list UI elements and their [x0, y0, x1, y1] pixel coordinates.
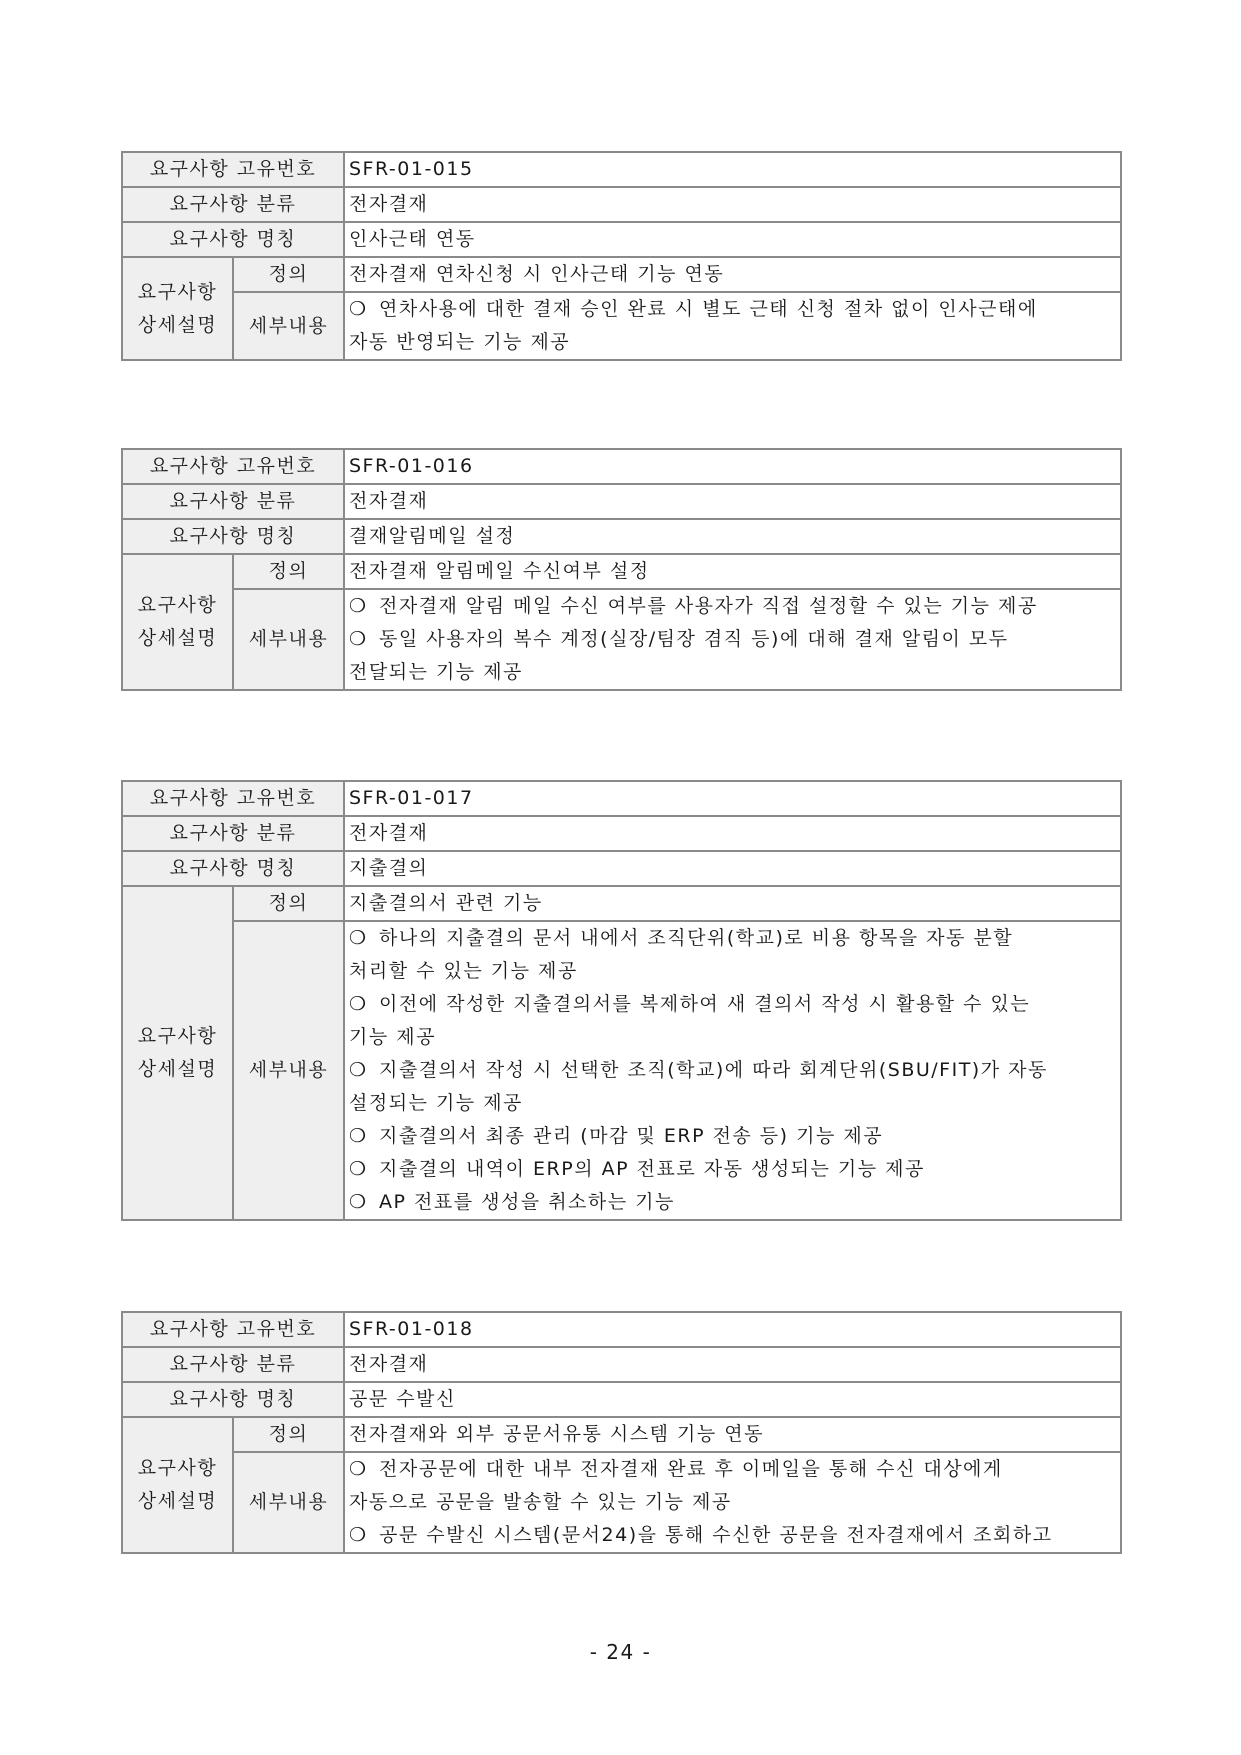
id-value: SFR-01-017: [344, 781, 1121, 816]
name-label: 요구사항 명칭: [122, 222, 344, 257]
requirement-table: [121, 780, 1122, 1221]
detail-label: 요구사항 상세설명: [122, 554, 233, 690]
id-value: SFR-01-016: [344, 449, 1121, 484]
requirement-table: [121, 151, 1122, 361]
definition-value: 전자결재 알림메일 수신여부 설정: [344, 554, 1121, 589]
category-label: 요구사항 분류: [122, 816, 344, 851]
details-label: 세부내용: [233, 292, 344, 360]
name-label: 요구사항 명칭: [122, 519, 344, 554]
detail-bullet: ❍ 지출결의 내역이 ERP의 AP 전표로 자동 생성되는 기능 제공: [349, 1158, 925, 1180]
definition-value: 전자결재와 외부 공문서유통 시스템 기능 연동: [344, 1417, 1121, 1452]
category-value: 전자결재: [344, 1347, 1121, 1382]
detail-bullet: ❍ 지출결의서 최종 관리 (마감 및 ERP 전송 등) 기능 제공: [349, 1125, 884, 1147]
details-label: 세부내용: [233, 1452, 344, 1553]
definition-value: 지출결의서 관련 기능: [344, 886, 1121, 921]
name-value: 공문 수발신: [344, 1382, 1121, 1417]
requirement-table: [121, 1311, 1122, 1554]
name-value: 결재알림메일 설정: [344, 519, 1121, 554]
details-list: ❍ 전자공문에 대한 내부 전자결재 완료 후 이메일을 통해 수신 대상에게 자동으로 공문을 발송할 수 있는 기능 제공 ❍ 공문 수발신 시스템(문서24)을 통해 수신한 공문을 전자결재에서 조회하고: [344, 1452, 1121, 1553]
id-label: 요구사항 고유번호: [122, 449, 344, 484]
details-label: 세부내용: [233, 921, 344, 1220]
detail-bullet: ❍ 동일 사용자의 복수 계정(실장/팀장 겸직 등)에 대해 결재 알림이 모두: [349, 628, 1009, 650]
detail-bullet: ❍ 연차사용에 대한 결재 승인 완료 시 별도 근태 신청 절차 없이 인사근태에: [349, 298, 1038, 320]
id-label: 요구사항 고유번호: [122, 781, 344, 816]
detail-bullet: ❍ 전자결재 알림 메일 수신 여부를 사용자가 직접 설정할 수 있는 기능 제공: [349, 595, 1038, 617]
category-label: 요구사항 분류: [122, 1347, 344, 1382]
id-value: SFR-01-015: [344, 152, 1121, 187]
detail-label: 요구사항 상세설명: [122, 886, 233, 1220]
category-value: 전자결재: [344, 484, 1121, 519]
definition-label: 정의: [233, 886, 344, 921]
detail-bullet: ❍ 전자공문에 대한 내부 전자결재 완료 후 이메일을 통해 수신 대상에게: [349, 1458, 1003, 1480]
name-value: 인사근태 연동: [344, 222, 1121, 257]
name-label: 요구사항 명칭: [122, 1382, 344, 1417]
category-value: 전자결재: [344, 187, 1121, 222]
id-label: 요구사항 고유번호: [122, 1312, 344, 1347]
category-value: 전자결재: [344, 816, 1121, 851]
name-label: 요구사항 명칭: [122, 851, 344, 886]
definition-label: 정의: [233, 257, 344, 292]
name-value: 지출결의: [344, 851, 1121, 886]
detail-label: 요구사항 상세설명: [122, 257, 233, 360]
details-list: ❍ 연차사용에 대한 결재 승인 완료 시 별도 근태 신청 절차 없이 인사근태에 자동 반영되는 기능 제공: [344, 292, 1121, 360]
details-list: ❍ 전자결재 알림 메일 수신 여부를 사용자가 직접 설정할 수 있는 기능 제공 ❍ 동일 사용자의 복수 계정(실장/팀장 겸직 등)에 대해 결재 알림이 모두 전달되는 기능 제공: [344, 589, 1121, 690]
definition-label: 정의: [233, 1417, 344, 1452]
definition-value: 전자결재 연차신청 시 인사근태 기능 연동: [344, 257, 1121, 292]
id-label: 요구사항 고유번호: [122, 152, 344, 187]
detail-bullet: ❍ 지출결의서 작성 시 선택한 조직(학교)에 따라 회계단위(SBU/FIT)가 자동: [349, 1059, 1048, 1081]
requirement-table: [121, 448, 1122, 691]
details-label: 세부내용: [233, 589, 344, 690]
category-label: 요구사항 분류: [122, 484, 344, 519]
detail-bullet: ❍ AP 전표를 생성을 취소하는 기능: [349, 1191, 675, 1213]
definition-label: 정의: [233, 554, 344, 589]
detail-bullet: ❍ 이전에 작성한 지출결의서를 복제하여 새 결의서 작성 시 활용할 수 있는: [349, 993, 1031, 1015]
detail-bullet: ❍ 하나의 지출결의 문서 내에서 조직단위(학교)로 비용 항목을 자동 분할: [349, 927, 1014, 949]
category-label: 요구사항 분류: [122, 187, 344, 222]
id-value: SFR-01-018: [344, 1312, 1121, 1347]
detail-bullet: ❍ 공문 수발신 시스템(문서24)을 통해 수신한 공문을 전자결재에서 조회하고: [349, 1524, 1053, 1546]
details-list: ❍ 하나의 지출결의 문서 내에서 조직단위(학교)로 비용 항목을 자동 분할 처리할 수 있는 기능 제공 ❍ 이전에 작성한 지출결의서를 복제하여 새 결의서 작성 시 활용할 수 있는 기능 제공 ❍ 지출결의서 작성 시 선택한 조직(학교)에 따라 회계단위(SBU/FIT)가 자동 설정되는 기능 제공 ❍ 지출결의서 최종 관리 (마감 및 ERP 전송 등) 기능 제공 ❍ 지출결의 내역이 ERP의 AP 전표로 자동 생성되는 기능 제공 ❍ AP 전표를 생성을 취소하는 기능: [344, 921, 1121, 1220]
page-number: - 24 -: [589, 1640, 652, 1664]
detail-label: 요구사항 상세설명: [122, 1417, 233, 1553]
